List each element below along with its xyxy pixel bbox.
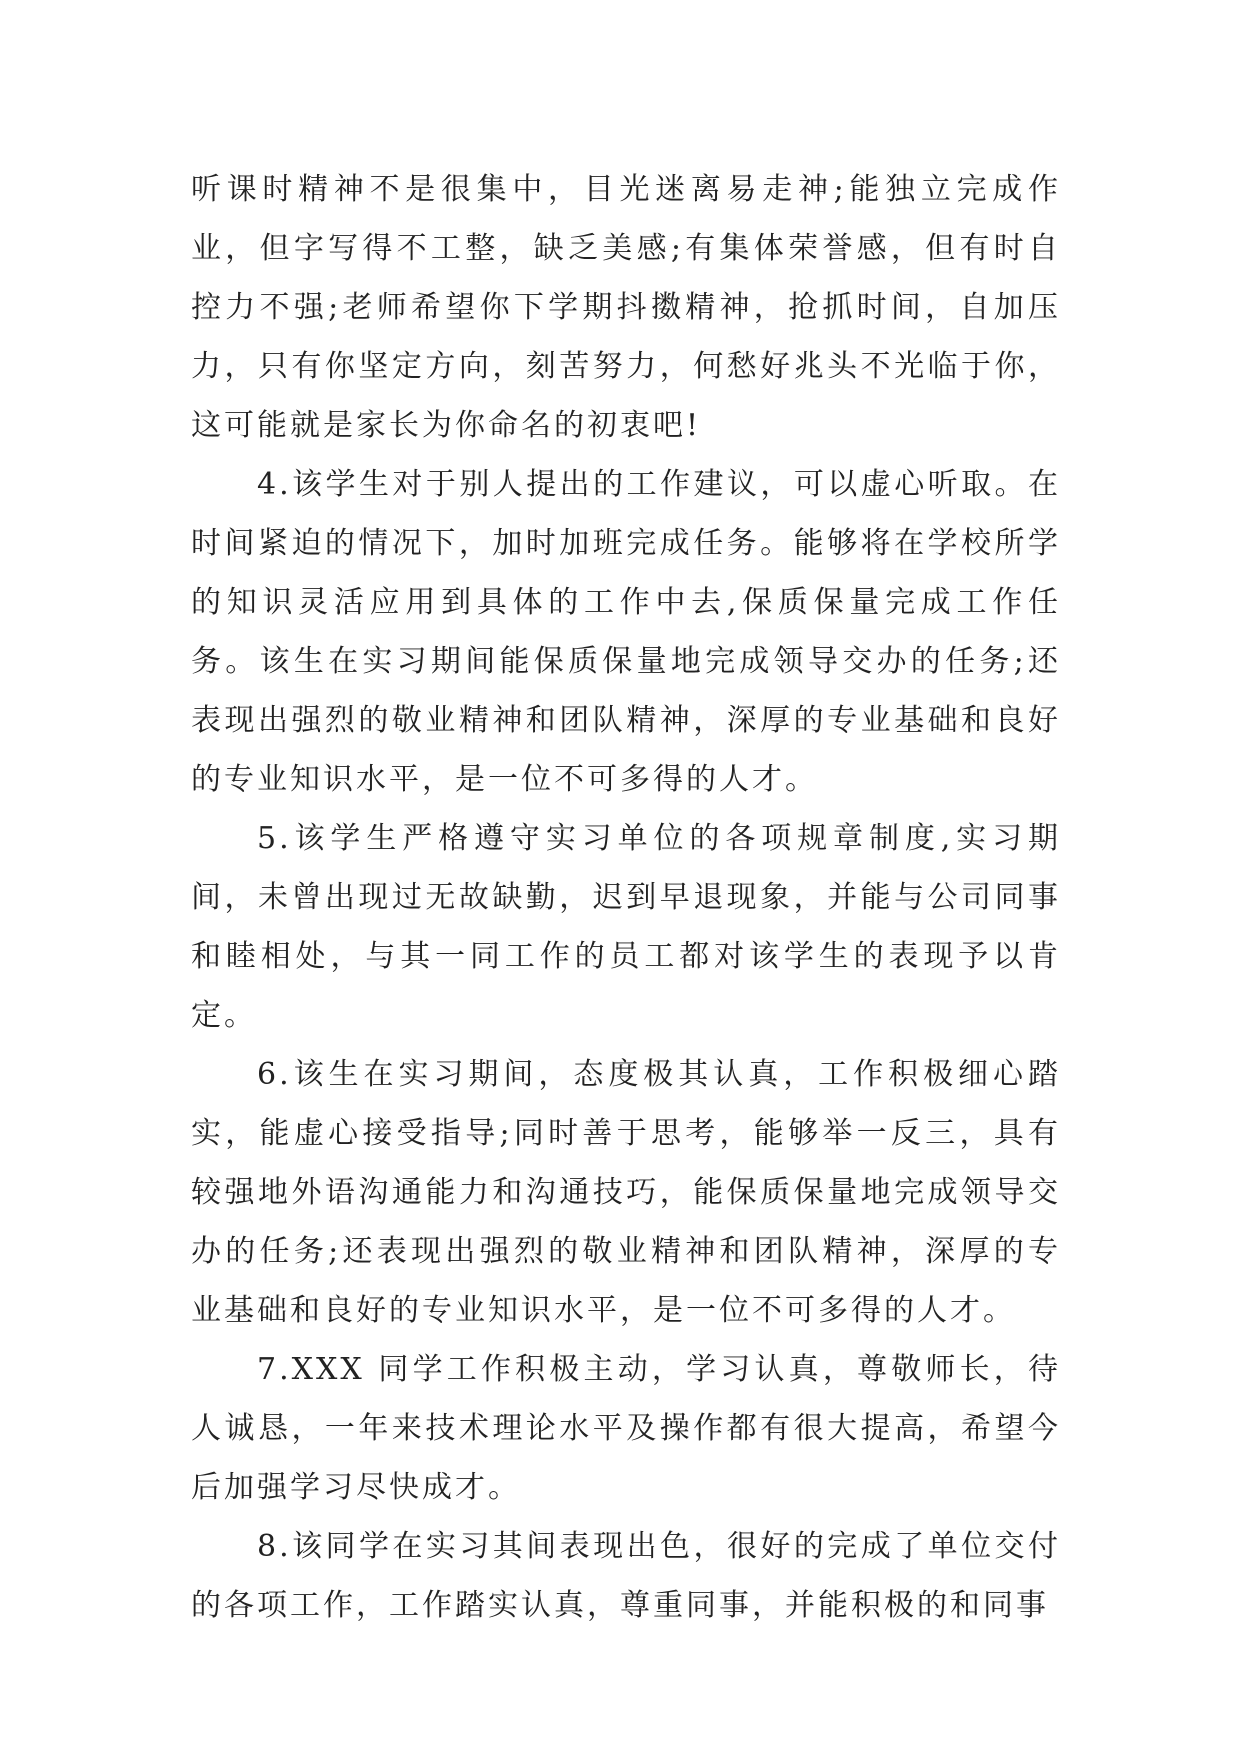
paragraph-item-7: 7.XXX 同学工作积极主动，学习认真，尊敬师长，待人诚恳，一年来技术理论水平及操作都有很大提高，希望今后加强学习尽快成才。 [191,1352,1061,1505]
paragraph-item-8: 8.该同学在实习其间表现出色，很好的完成了单位交付的各项工作，工作踏实认真，尊重同事，并能积极的和同事 [191,1529,1061,1623]
paragraph-item-6: 6.该生在实习期间，态度极其认真，工作积极细心踏实，能虚心接受指导;同时善于思考，能够举一反三，具有较强地外语沟通能力和沟通技巧，能保质保量地完成领导交办的任务;还表现出强烈的敬业精神和团队精神，深厚的专业基础和良好的专业知识水平，是一位不可多得的人才。 [191,1057,1061,1328]
paragraph-item-4: 4.该学生对于别人提出的工作建议，可以虚心听取。在时间紧迫的情况下，加时加班完成任务。能够将在学校所学的知识灵活应用到具体的工作中去,保质保量完成工作任务。该生在实习期间能保质保量地完成领导交办的任务;还表现出强烈的敬业精神和团队精神，深厚的专业基础和良好的专业知识水平，是一位不可多得的人才。 [191,467,1061,797]
paragraph-continuation: 听课时精神不是很集中，目光迷离易走神;能独立完成作业，但字写得不工整，缺乏美感;有集体荣誉感，但有时自控力不强;老师希望你下学期抖擞精神，抢抓时间，自加压力，只有你坚定方向，刻苦努力，何愁好兆头不光临于你，这可能就是家长为你命名的初衷吧! [191,172,1061,443]
document-body [191,160,1061,1635]
paragraph-item-5: 5.该学生严格遵守实习单位的各项规章制度,实习期间，未曾出现过无故缺勤，迟到早退现象，并能与公司同事和睦相处，与其一同工作的员工都对该学生的表现予以肯定。 [191,821,1061,1033]
